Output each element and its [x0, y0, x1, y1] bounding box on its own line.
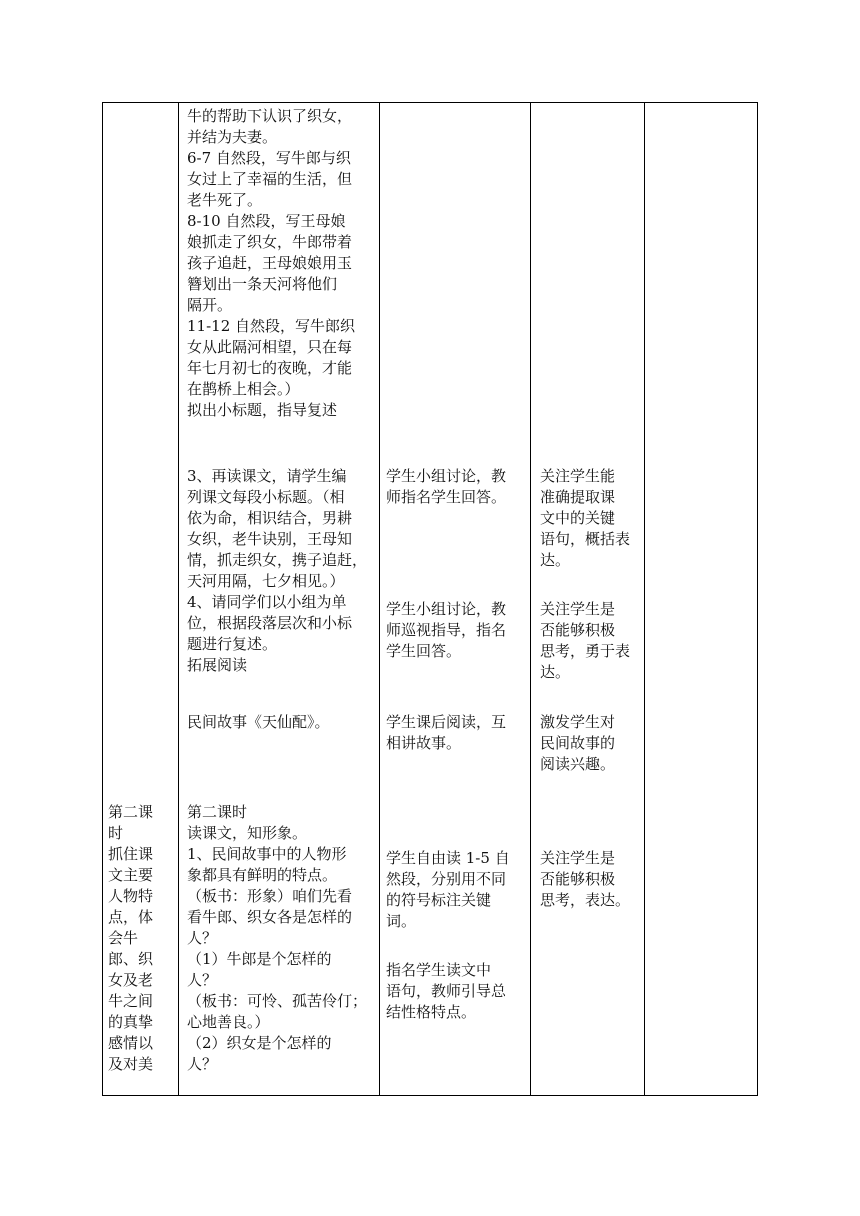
text-line: 的真挚: [108, 1013, 154, 1031]
text-line: 心地善良。）: [187, 1013, 270, 1031]
text-line: 人物特: [108, 887, 154, 905]
text-line: 的符号标注关键: [386, 891, 492, 909]
text-line: 相讲故事。: [386, 734, 462, 752]
text-line: 点，体: [108, 908, 154, 926]
text-line: 6-7 自然段，写牛郎与织: [187, 149, 351, 167]
text-line: （板书：形象）咱们先看: [187, 887, 353, 905]
text-line: 11-12 自然段，写牛郎织: [187, 317, 356, 335]
design-intent-4: [540, 848, 640, 911]
text-line: 列课文每段小标题。（相: [187, 488, 345, 506]
text-line: 8-10 自然段，写王母娘: [187, 212, 346, 230]
text-line: 在鹊桥上相会。）: [187, 380, 300, 398]
text-line: 牛之间: [108, 992, 154, 1010]
text-line: 女及老: [108, 971, 154, 989]
text-line: （1）牛郎是个怎样的: [187, 950, 332, 968]
text-line: （2）织女是个怎样的: [187, 1034, 332, 1052]
text-line: 思考，勇于表: [540, 642, 631, 660]
text-line: 年七月初七的夜晚，才能: [187, 359, 353, 377]
teaching-process-retelling: [187, 466, 373, 676]
text-line: 人？: [187, 1055, 218, 1073]
text-line: 达。: [540, 551, 571, 569]
text-line: 天河用隔，七夕相见。）: [187, 572, 345, 590]
text-line: 思考，表达。: [540, 891, 631, 909]
text-line: 1、民间故事中的人物形: [187, 845, 347, 863]
text-line: 题进行复述。: [187, 635, 278, 653]
text-line: 准确提取课: [540, 488, 616, 506]
text-line: 指名学生读文中: [386, 961, 492, 979]
student-activity-1: [386, 466, 524, 508]
text-line: 情，抓走织女，携子追赶，: [187, 551, 368, 569]
text-line: 牛的帮助下认识了织女，: [187, 107, 353, 125]
text-line: 及对美: [108, 1055, 154, 1073]
text-line: 3、再读课文，请学生编: [187, 467, 347, 485]
text-line: 感情以: [108, 1034, 154, 1052]
text-line: 看牛郎、织女各是怎样的: [187, 908, 353, 926]
teaching-process-extended-reading: [187, 712, 373, 733]
column-divider: [178, 102, 179, 1096]
text-line: 激发学生对: [540, 713, 616, 731]
text-line: 关注学生是: [540, 600, 616, 618]
text-line: 然段，分别用不同: [386, 870, 507, 888]
text-line: 文主要: [108, 866, 154, 884]
column-divider: [379, 102, 380, 1096]
teaching-process-story-outline: [187, 106, 373, 421]
text-line: 师指名学生回答。: [386, 488, 507, 506]
text-line: 老牛死了。: [187, 191, 263, 209]
text-line: 时: [108, 824, 124, 842]
column-divider: [530, 102, 531, 1096]
text-line: （板书：可怜、孤苦伶仃；: [187, 992, 368, 1010]
text-line: 依为命，相识结合，男耕: [187, 509, 353, 527]
text-line: 语句，教师引导总: [386, 982, 507, 1000]
column-divider: [644, 102, 645, 1096]
text-line: 女从此隔河相望，只在每: [187, 338, 353, 356]
text-line: 人？: [187, 929, 218, 947]
text-line: 否能够积极: [540, 870, 616, 888]
design-intent-2: [540, 599, 640, 683]
text-line: 拟出小标题，指导复述: [187, 401, 338, 419]
text-line: 读课文，知形象。: [187, 824, 308, 842]
text-line: 会牛: [108, 929, 139, 947]
text-line: 学生回答。: [386, 642, 462, 660]
text-line: 位，根据段落层次和小标: [187, 614, 353, 632]
student-activity-3: [386, 712, 524, 754]
text-line: 女织，老牛诀别，王母知: [187, 530, 353, 548]
design-intent-3: [540, 712, 640, 775]
text-line: 文中的关键: [540, 509, 616, 527]
text-line: 并结为夫妻。: [187, 128, 278, 146]
text-line: 学生小组讨论，教: [386, 600, 507, 618]
student-activity-2: [386, 599, 524, 662]
text-line: 女过上了幸福的生活，但: [187, 170, 353, 188]
text-line: 第二课时: [187, 803, 248, 821]
text-line: 师巡视指导，指名: [386, 621, 507, 639]
text-line: 语句，概括表: [540, 530, 631, 548]
text-line: 娘抓走了织女，牛郎带着: [187, 233, 353, 251]
text-line: 学生小组讨论，教: [386, 467, 507, 485]
text-line: 民间故事《天仙配》。: [187, 713, 330, 731]
text-line: 结性格特点。: [386, 1003, 477, 1021]
text-line: 象都具有鲜明的特点。: [187, 866, 338, 884]
text-line: 关注学生能: [540, 467, 616, 485]
text-line: 学生自由读 1-5 自: [386, 849, 510, 867]
text-line: 民间故事的: [540, 734, 616, 752]
text-line: 学生课后阅读，互: [386, 713, 507, 731]
text-line: 达。: [540, 663, 571, 681]
text-line: 郎、织: [108, 950, 154, 968]
text-line: 阅读兴趣。: [540, 755, 616, 773]
text-line: 抓住课: [108, 845, 154, 863]
text-line: 拓展阅读: [187, 656, 248, 674]
text-line: 4、请同学们以小组为单: [187, 593, 347, 611]
text-line: 否能够积极: [540, 621, 616, 639]
design-intent-1: [540, 466, 640, 571]
student-activity-5: [386, 960, 524, 1023]
text-line: 词。: [386, 912, 417, 930]
text-line: 人？: [187, 971, 218, 989]
student-activity-4: [386, 848, 524, 932]
text-line: 隔开。: [187, 296, 233, 314]
lesson-goal-second-lesson: [108, 802, 174, 1075]
text-line: 第二课: [108, 803, 154, 821]
text-line: 簪划出一条天河将他们: [187, 275, 338, 293]
text-line: 关注学生是: [540, 849, 616, 867]
teaching-process-second-lesson: [187, 802, 373, 1075]
text-line: 孩子追赶，王母娘娘用玉: [187, 254, 353, 272]
